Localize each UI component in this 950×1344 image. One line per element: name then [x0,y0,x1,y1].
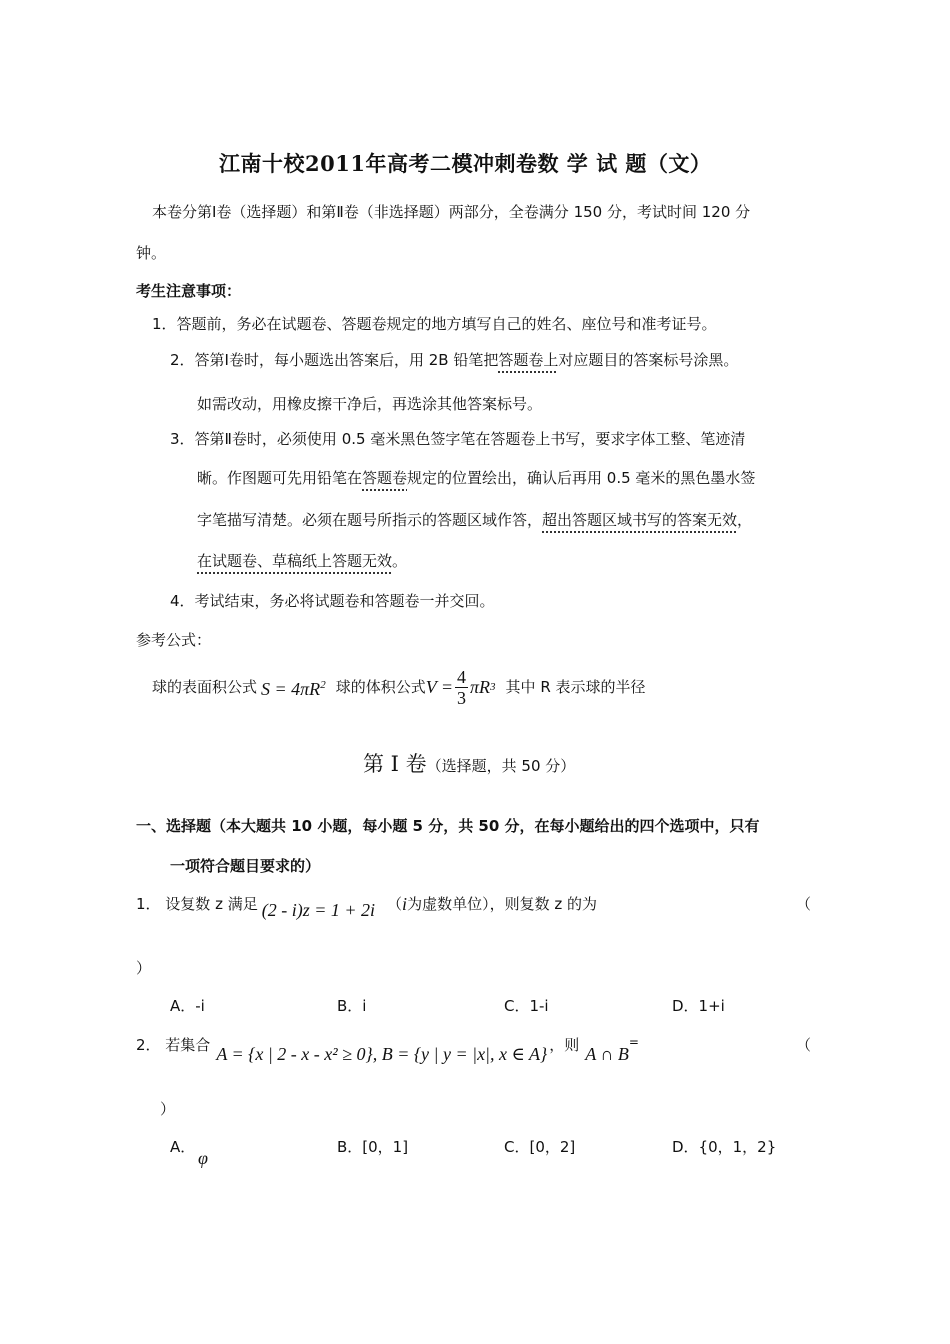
notice-item-2-post: 对应题目的答案标号涂黑。 [558,351,739,369]
formula-line [152,662,646,712]
question-1-prefix: 1． 设复数 z 满足 [136,895,258,913]
sphere-area-formula [261,675,326,699]
intro-line-2: 钟。 [136,244,167,262]
sphere-volume-formula [426,667,496,708]
section-1-line-2: 一项符合题目要求的） [170,857,321,875]
question-1-suffix: 为虚数单位），则复数 z 的为 [407,895,597,913]
question-1-option-b: B．i [337,997,367,1015]
question-1-paren-open: （ [796,895,812,913]
notice-item-2 [170,350,738,370]
question-2-paren-close: ） [160,1100,176,1118]
section-1-line-1: 一、选择题（本大题共 10 小题，每小题 5 分，共 50 分，在每小题给出的四个选项中，只有 [136,817,760,835]
question-2-option-a: A． [170,1138,196,1156]
question-2 [136,1035,639,1064]
formulas-heading: 参考公式： [136,631,212,649]
notice-item-3-line-2-emphasis: 答题卷 [362,469,408,487]
question-2-formula: A = {x | 2 - x - x² ≥ 0}, B = {y | y = |x|, x ∈ A} [216,1044,548,1064]
page-title: 江南十校2011年高考二模冲刺卷数 学 试 题（文） [219,151,712,176]
notice-item-2-cont: 如需改动，用橡皮擦干净后，再选涂其他答案标号。 [197,395,543,413]
notice-item-3-line-3 [197,510,752,530]
question-1-option-c: C．1-i [504,997,549,1015]
notice-item-2-emphasis: 答题卷上 [498,351,559,369]
notice-heading: 考生注意事项： [136,282,242,300]
sphere-volume-exponent: 3 [490,681,496,693]
question-1-option-a: A．-i [170,997,205,1015]
question-2-option-d: D．{0，1，2} [672,1138,777,1156]
question-2-option-c: C．[0，2] [504,1138,576,1156]
question-1-option-d: D．1+i [672,997,725,1015]
notice-item-4: 4．考试结束，务必将试题卷和答题卷一并交回。 [170,592,495,610]
notice-item-1: 1．答题前，务必在试题卷、答题卷规定的地方填写自己的姓名、座位号和准考证号。 [152,315,717,333]
notice-item-3-line-3-emphasis: 超出答题区域书写的答案无效 [542,511,738,529]
question-2-prefix: 2． 若集合 [136,1036,211,1054]
notice-item-3-line-4 [197,551,407,571]
fraction-numerator: 4 [457,666,467,687]
question-2-option-b: B．[0，1] [337,1138,409,1156]
part-1-heading [363,748,575,778]
notice-item-3-line-4-emphasis: 在试题卷、草稿纸上答题无效 [197,552,393,570]
notice-item-3-line-3-post: ， [737,511,753,529]
radius-note: 其中 R 表示球的半径 [505,678,646,696]
intro-line-1: 本卷分第Ⅰ卷（选择题）和第Ⅱ卷（非选择题）两部分，全卷满分 150 分，考试时间 120 分 [152,203,751,221]
question-1-paren-close: ） [136,959,152,977]
question-2-paren-open: （ [796,1036,812,1054]
sphere-area-expr: S = 4πR [261,679,321,699]
notice-item-2-pre: 2．答第Ⅰ卷时，每小题选出答案后，用 2B 铅笔把 [170,351,499,369]
part-1-title: 第 Ⅰ 卷 [363,752,427,776]
notice-item-3-line-2-post: 规定的位置绘出，确认后再用 0.5 毫米的黑色墨水签 [407,469,756,487]
question-1-formula: (2 - i)z = 1 + 2i [261,900,376,920]
sphere-area-exponent: 2 [320,679,326,691]
empty-set-symbol: φ [198,1148,208,1168]
fraction-denominator: 3 [457,687,467,708]
question-1: 1． 设复数 z 满足 (2 - i)z = 1 + 2i （ i 为虚数单位），则复数 z 的为 [136,894,597,920]
notice-item-3-line-2-pre: 晰。作图题可先用铅笔在 [197,469,363,487]
question-1-i-symbol: i [402,894,408,914]
notice-item-3-line-1: 3．答第Ⅱ卷时，必须使用 0.5 毫米黑色签字笔在答题卷上书写，要求字体工整、笔迹清 [170,430,746,448]
notice-item-3-line-3-pre: 字笔描写清楚。必须在题号所指示的答题区域作答， [197,511,543,529]
sphere-area-label: 球的表面积公式 [152,678,258,696]
question-2-then: ，则 [549,1036,580,1054]
question-2-equals: = [628,1035,639,1049]
part-1-subtitle: （选择题，共 50 分） [426,757,576,775]
sphere-volume-label: 球的体积公式 [335,678,426,696]
fraction-four-thirds [455,667,468,708]
notice-item-3-line-4-post: 。 [392,552,408,570]
sphere-volume-rhs: πR [470,677,491,697]
notice-item-3-line-2 [197,468,755,488]
question-2-result: A ∩ B [585,1044,629,1064]
sphere-volume-lhs: V = [425,677,454,697]
